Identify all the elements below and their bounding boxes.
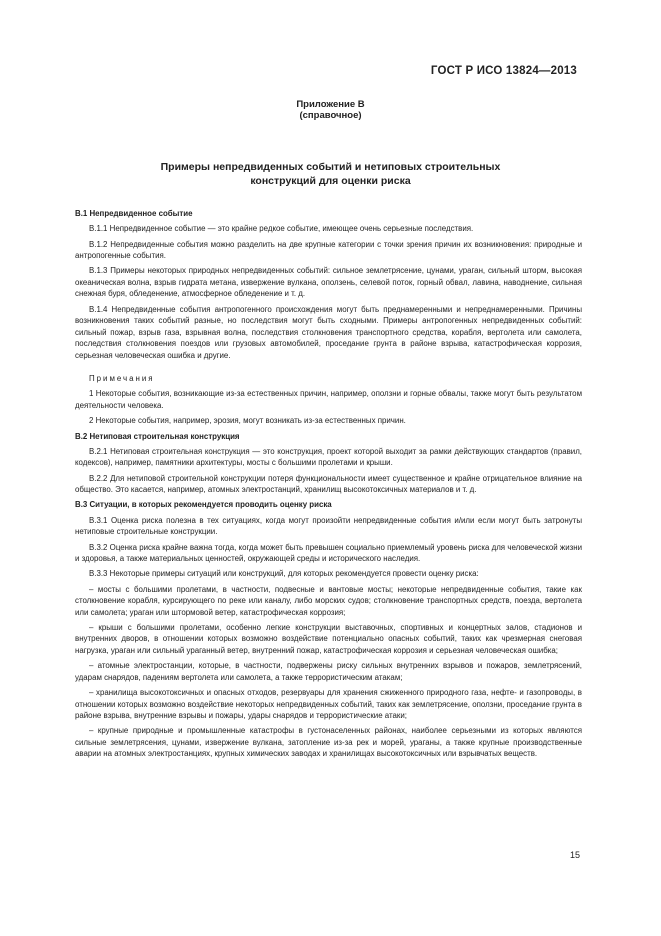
document-body [75, 206, 582, 764]
paragraph: В.1.1 Непредвиденное событие — это крайне редкое событие, имеющее очень серьезные последствия. [89, 224, 474, 234]
appendix-label: Приложение В [296, 99, 365, 110]
paragraph: В.1.2 Непредвиденные события можно разделить на две крупные категории с точки зрения причин их возникновения: природные и антропогенные события. [75, 239, 582, 261]
paragraph: 1 Некоторые события, возникающие из-за естественных причин, например, оползни и горные обвалы, также могут быть результатом деятельности человека. [75, 389, 582, 410]
paragraph: В.2.2 Для нетиповой строительной конструкции потеря функциональности имеет существенное и крайне отрицательное влияние на общество. Это касается, например, атомных электростанций, хранилищ высокотоксичных материалов и т. д. [75, 473, 582, 495]
paragraph: В.1.3 Примеры некоторых природных непредвиденных событий: сильное землетрясение, цунами, ураган, сильный шторм, высокая океаническая волна, взрыв гидрата метана, извержение вулкана, оползень, селевой поток, горный обвал, лавина, наводнение, сильная снежная буря, обледенение, атмосферное обледенение и т. д. [75, 266, 582, 299]
paragraph: – атомные электростанции, которые, в частности, подвержены риску сильных внутренних взрывов и пожаров, землетрясений, ударам снарядов, падениям вертолета или самолета, а также террористическим атакам; [75, 661, 582, 682]
section-title [0, 160, 661, 188]
paragraph: – хранилища высокотоксичных и опасных отходов, резервуары для хранения сжиженного природного газа, нефте- и газопроводы, в отношении которых возможно воздействие некоторых непредвиденных событий, таких как землетрясение, оползни, проседание грунта в районе взрыва, внутренние взрывы и пожары, удары снарядов и террористические атаки; [75, 688, 582, 721]
paragraph: В.2.1 Нетиповая строительная конструкция — это конструкция, проект которой выходит за рамки действующих стандартов (правил, кодексов), например, памятники архитектуры, мосты с большими пролетами и крыши. [75, 446, 582, 468]
paragraph: – крупные природные и промышленные катастрофы в густонаселенных районах, наиболее серьезными из которых являются сильные землетрясения, цунами, извержение вулкана, затопление из-за рек и морей, ураганы, а также крупные производственные аварии на атомных электростанциях, крупных химических заводах и хранилищах высокотоксичных или взрывчатых веществ. [75, 726, 582, 759]
title-line-1: Примеры непредвиденных событий и нетиповых строительных [160, 161, 501, 173]
appendix-note: (справочное) [299, 110, 362, 121]
paragraph: В.3.2 Оценка риска крайне важна тогда, когда может быть превышен социально приемлемый уровень риска для человеческой жизни и здоровья, а также материальных ценностей, окружающей среды и исторического наследия. [75, 542, 582, 564]
section-heading: В.1 Непредвиденное событие [75, 209, 193, 218]
paragraph: 2 Некоторые события, например, эрозия, могут возникать из-за естественных причин. [89, 416, 406, 426]
paragraph: В.3.1 Оценка риска полезна в тех ситуациях, когда могут произойти непредвиденные события и/или если могут быть затронуты нетиповые строительные конструкции. [75, 515, 582, 537]
paragraph: В.1.4 Непредвиденные события антропогенного происхождения могут быть преднамеренными и непреднамеренными. Причины возникновения таких событий разные, но последствия могут быть сходными. Примеры антропогенных непредвиденных событий: сильный пожар, взрыв газа, взрывная волна, последствия столкновения транспортного средства, корабля, вертолета или самолета, последствия столкновения поездов или грузовых автомобилей, проседание грунта в районе взрыва, катастрофическая коррозия, серьезная человеческая ошибка и другие. [75, 304, 582, 360]
section-heading: В.3 Ситуации, в которых рекомендуется проводить оценку риска [75, 500, 332, 510]
section-heading: В.2 Нетиповая строительная конструкция [75, 431, 240, 441]
notes-heading: Примечания [89, 374, 155, 384]
paragraph: В.3.3 Некоторые примеры ситуаций или конструкций, для которых рекомендуется провести оценку риска: [89, 569, 479, 579]
standard-header: ГОСТ Р ИСО 13824—2013 [430, 65, 577, 77]
title-line-2: конструкций для оценки риска [250, 175, 411, 187]
page-number: 15 [569, 850, 580, 860]
paragraph: – крыши с большими пролетами, особенно легкие конструкции выставочных, спортивных и концертных залов, стадионов и внутренних дворов, в отношении которых возможно воздействие потенциально опасных событий, таких как чрезмерная снеговая нагрузка, ураган или сильный ураганный ветер, внутренний пожар, катастрофическая коррозия и серьезная человеческая ошибка; [75, 622, 582, 655]
paragraph: – мосты с большими пролетами, в частности, подвесные и вантовые мосты; некоторые непредвиденные события, такие как столкновение корабля, курсирующего по реке или каналу, либо морских судов; столкновение транспортных средств, поезда, вертолета или самолета; ураган или штормовой ветер, катастрофическая коррозия; [75, 584, 582, 617]
